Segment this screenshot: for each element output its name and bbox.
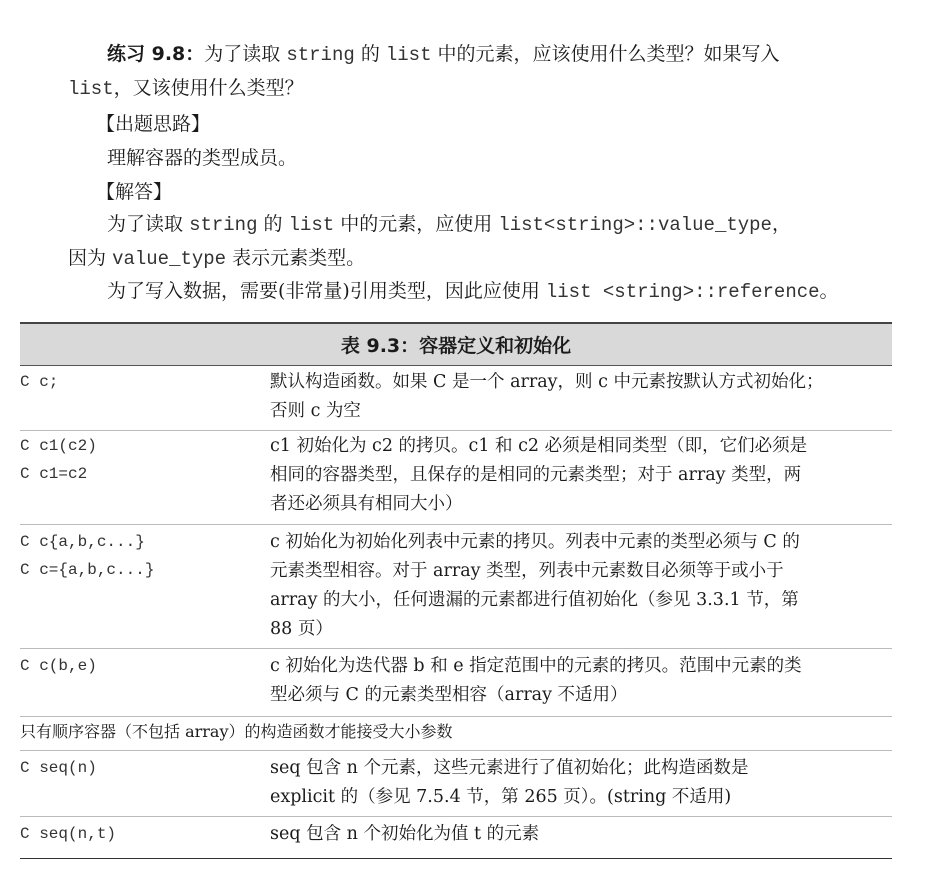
row-description: c1 初始化为 c2 的拷贝。c1 和 c2 必须是相同类型（即，它们必须是 相同的容器类型，且保存的是相同的元素类型；对于 array 类型，两 者还必须具有相同大小） [270,436,808,514]
exercise-question-line1: 练习 9.8：为了读取 string 的 list 中的元素，应该使用什么类型？如果写入 [107,43,780,66]
exercise-question-line2: list，又该使用什么类型？ [68,77,304,100]
row-description: seq 包含 n 个元素，这些元素进行了值初始化；此构造函数是 explicit 的（参见 7.5.4 节，第 265 页）。(string 不适用) [270,758,749,807]
row-description: c 初始化为迭代器 b 和 e 指定范围中的元素的拷贝。范围中元素的类 型必须与 C 的元素类型相容（array 不适用） [270,656,802,705]
table-section-note [20,718,892,751]
row-description: seq 包含 n 个初始化为值 t 的元素 [270,824,540,844]
row-code: C c; [20,373,59,391]
table-row [20,432,892,525]
row-description: c 初始化为初始化列表中元素的拷贝。列表中元素的类型必须与 C 的 元素类型相容。对于 array 类型，列表中元素数目必须等于或小于 array 的大小，任何遗漏的元素都进行值初始化（参见 3.3.1 节，第 88 页） [270,532,800,639]
table-title: 表 9.3：容器定义和初始化 [20,322,892,366]
sequential-container-note: 只有顺序容器（不包括 array）的构造函数才能接受大小参数 [20,722,453,741]
row-code: C c(b,e) [20,657,97,675]
thought-heading: 【出题思路】 [96,113,211,135]
exercise-title: 练习 9.8： [107,43,205,65]
answer-line3: 为了写入数据，需要(非常量)引用类型，因此应使用 list <string>::reference。 [107,280,839,303]
answer-line2: 因为 value_type 表示元素类型。 [68,247,366,270]
table-row [20,528,892,649]
answer-line1: 为了读取 string 的 list 中的元素，应使用 list<string>::value_type， [107,213,791,236]
table-row [20,652,892,717]
thought-text: 理解容器的类型成员。 [107,147,298,169]
row-code: C seq(n) [20,759,97,777]
table-row [20,820,892,856]
container-init-table [20,322,892,859]
row-code: C c{a,b,c...} C c={a,b,c...} [20,533,155,579]
table-row [20,754,892,817]
answer-heading: 【解答】 [96,181,173,203]
row-description: 默认构造函数。如果 C 是一个 array，则 c 中元素按默认方式初始化； 否则 c 为空 [270,372,824,421]
row-code: C seq(n,t) [20,825,117,843]
table-row [20,368,892,431]
row-code: C c1(c2) C c1=c2 [20,437,97,483]
